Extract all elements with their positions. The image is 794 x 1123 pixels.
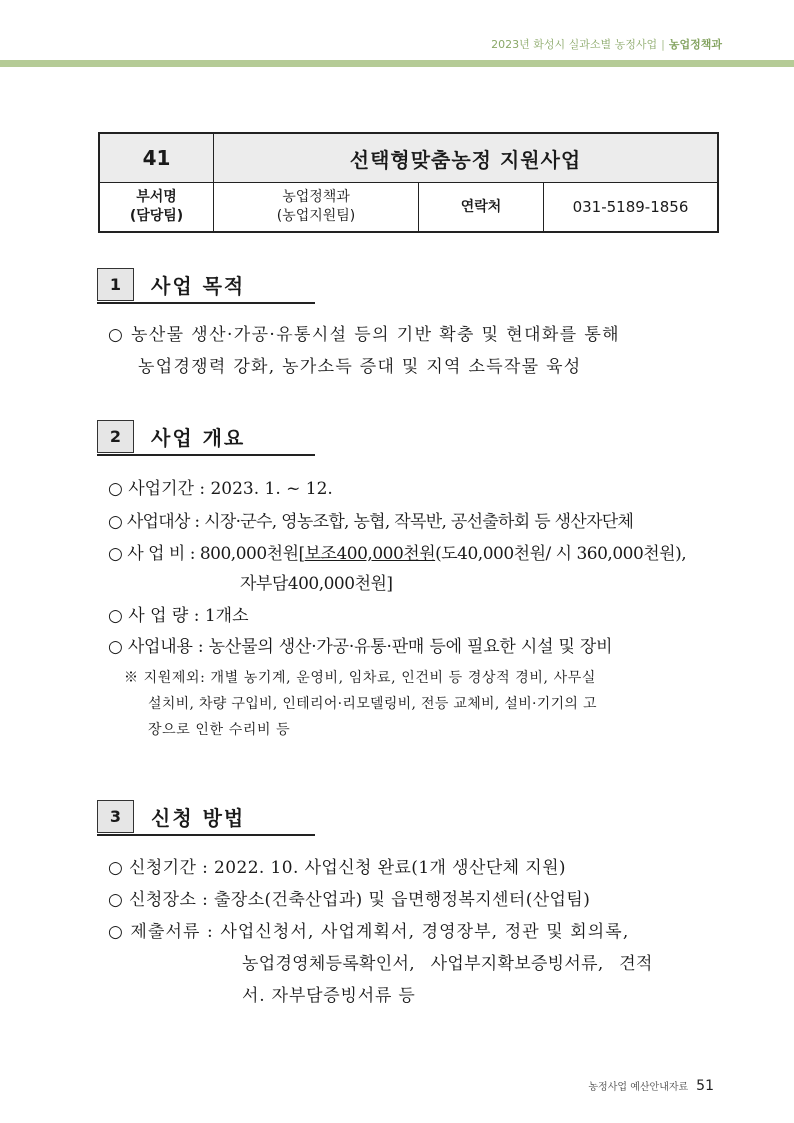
project-title: 선택형맞춤농정 지원사업 (214, 133, 719, 183)
dept-value-line2: (농업지원팀) (276, 208, 356, 224)
project-number: 41 (99, 133, 214, 183)
overview-quantity: ○ 사 업 량 : 1개소 (108, 606, 249, 626)
dept-value-line1: 농업정책과 (282, 189, 350, 205)
overview-budget-line2: 자부담400,000천원] (240, 574, 393, 594)
dept-label-line2: (담당팀) (129, 208, 184, 224)
section-2-title: 사업 개요 (151, 426, 246, 450)
overview-content: ○ 사업내용 : 농산물의 생산·가공·유통·판매 등에 필요한 시설 및 장비 (108, 637, 613, 657)
overview-note-line-1: ※ 지원제외: 개별 농기계, 운영비, 임차료, 인건비 등 경상적 경비, 사무실 (124, 670, 596, 686)
project-info-table (98, 132, 719, 233)
dept-label-line1: 부서명 (136, 189, 177, 205)
header-doc-title: 2023년 화성시 실과소별 농정사업 (491, 38, 658, 51)
section-3-title: 신청 방법 (151, 806, 246, 830)
contact-label: 연락처 (419, 183, 544, 233)
dept-label (99, 183, 214, 233)
section-2-heading (97, 420, 315, 456)
header-dept: 농업정책과 (668, 38, 722, 51)
overview-note-line-2: 설치비, 차량 구입비, 인테리어·리모델링비, 전등 교체비, 설비·기기의 고 (148, 696, 597, 712)
section-1-number: 1 (97, 268, 134, 301)
apply-period: ○ 신청기간 : 2022. 10. 사업신청 완료(1개 생산단체 지원) (108, 858, 566, 878)
footer-label: 농정사업 예산안내자료 (588, 1082, 689, 1093)
purpose-line-2: 농업경쟁력 강화, 농가소득 증대 및 지역 소득작물 육성 (138, 357, 582, 377)
contact-value: 031-5189-1856 (544, 183, 719, 233)
budget-suffix: (도40,000천원/ 시 360,000천원), (435, 544, 687, 564)
overview-period: ○ 사업기간 : 2023. 1. ~ 12. (108, 479, 333, 499)
section-2-number: 2 (97, 420, 134, 453)
page-number: 51 (696, 1078, 714, 1094)
budget-prefix: ○ 사 업 비 : 800,000천원[ (108, 544, 305, 564)
apply-place: ○ 신청장소 : 출장소(건축산업과) 및 읍면행정복지센터(산업팀) (108, 890, 591, 910)
overview-target: ○ 사업대상 : 시장·군수, 영농조합, 농협, 작목반, 공선출하회 등 생산자단체 (108, 512, 634, 532)
header-text (491, 36, 722, 52)
header-separator: | (661, 38, 665, 51)
budget-subsidy: 보조400,000천원 (304, 544, 436, 564)
dept-value (214, 183, 419, 233)
apply-docs-line-2: 농업경영체등록확인서, 사업부지확보증빙서류, 견적 (242, 954, 653, 974)
overview-note-line-3: 장으로 인한 수리비 등 (148, 722, 291, 738)
apply-docs-line-1: ○ 제출서류 : 사업신청서, 사업계획서, 경영장부, 정관 및 회의록, (108, 922, 630, 942)
section-3-heading (97, 800, 315, 836)
header-bar (0, 60, 794, 67)
section-1-title: 사업 목적 (151, 274, 246, 298)
section-3-number: 3 (97, 800, 134, 833)
section-1-heading (97, 268, 315, 304)
purpose-line-1: ○ 농산물 생산·가공·유통시설 등의 기반 확충 및 현대화를 통해 (108, 325, 620, 345)
overview-budget (108, 543, 686, 565)
apply-docs-line-3: 서. 자부담증빙서류 등 (242, 986, 416, 1006)
page-footer (588, 1078, 714, 1094)
